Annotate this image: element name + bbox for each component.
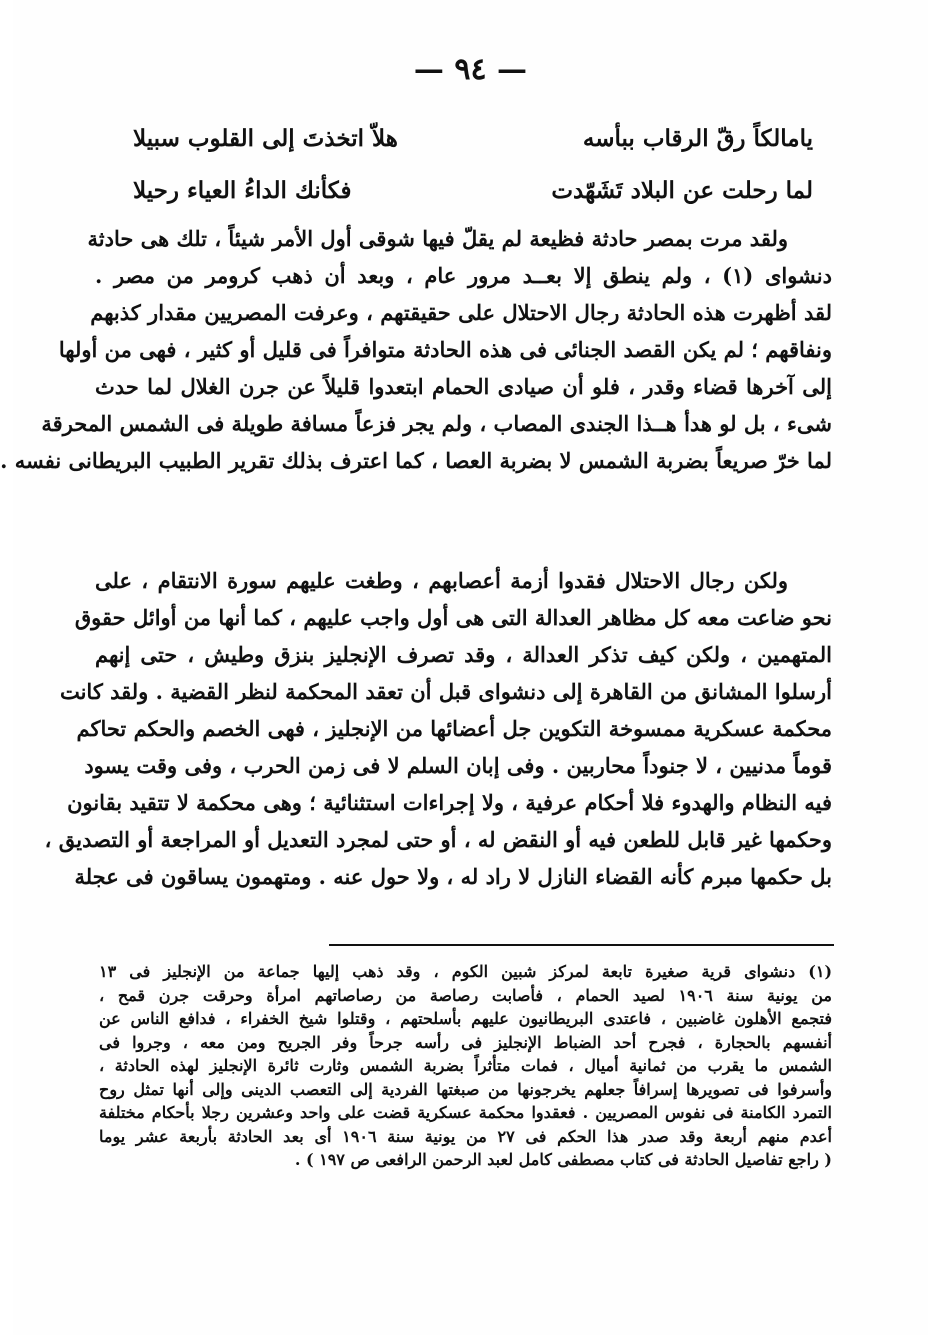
footnote-text: دنشواى قرية صغيرة تابعة لمركز شبين الكوم ، وقد ذهب إليها جماعة من الإنجليز فى ١٣ (99, 962, 796, 981)
footnote-line: الشمس ما يقرب من ثمانية أميال ، فمات متأثراً بضربة الشمس وثارت ثائرة الإنجليز لهذه الحادثة ، (99, 1056, 832, 1075)
text-line: لقد أظهرت هذه الحادثة رجال الاحتلال على حقيقتهم ، وعرفت المصريين مقدار كذبهم (90, 300, 832, 325)
text-line: وحكمها غير قابل للطعن فيه أو النقض له ، أو حتى لمجرد التعديل أو المراجعة أو التصديق ، (44, 827, 832, 852)
text-line: ونفاقهم ؛ لم يكن القصد الجنائى فى هذه الحادثة متوافراً فى قليل أو كثير ، فهى من أولها (58, 337, 832, 362)
footnote-line: من يونية سنة ١٩٠٦ لصيد الحمام ، فأصابت رصاصة من رصاصاتهم امرأة وحرقت جرن قمح ، (99, 985, 833, 1005)
paragraph-dinshaway-incident (0, 220, 832, 479)
footnote (99, 960, 832, 1172)
text-line: ولقد مرت بمصر حادثة فظيعة لم يقلّ فيها شوقى أول الأمر شيئاً ، تلك هى حادثة (87, 226, 788, 251)
footnote-line-first (99, 960, 832, 984)
verse-first-hemistich: يامالكاً رقّ الرقاب ببأسه (582, 124, 813, 152)
footnote-separator (329, 944, 834, 946)
footnote-line: أنفسهم بالحجارة ، فجرح أحد الضباط الإنجليز فى رأسه جرحاً وفر الجريح ومن معه ، وجروا فى (99, 1032, 832, 1052)
text-line: المتهمين ، ولكن كيف تذكر العدالة ، وقد تصرف الإنجليز بنزق وطيش ، حتى إنهم (95, 642, 832, 667)
poem-verses (133, 112, 813, 216)
verse-second-hemistich: هلاّ اتخذتَ إلى القلوب سبيلا (133, 124, 398, 152)
footnote-line: التمرد الكامنة فى نفوس المصريين . فعقدوا محكمة عسكرية قضت على واحد وعشرين رجلا بأحكام مختلفة (99, 1103, 832, 1122)
footnote-marker: (١) (808, 962, 833, 981)
text-line: لما خرّ صريعاً بضربة الشمس لا بضربة العصا ، كما اعترف بذلك تقرير الطبيب البريطانى نفسه . (0, 448, 832, 473)
text-line: نحو ضاعت معه كل مظاهر العدالة التى هى أول واجب عليهم ، كما أنها من أوائل حقوق (74, 605, 832, 630)
text-line: قوماً مدنيين ، لا جنوداً محاربين . وفى إبان السلم لا فى زمن الحرب ، وفى وقت يسود (84, 753, 832, 778)
text-line: ولكن رجال الاحتلال فقدوا أزمة أعصابهم ، وطغت عليهم سورة الانتقام ، على (95, 568, 788, 593)
footnote-line: وأسرفوا فى تصويرها إسرافاً جعلهم يخرجونها من صبغتها الفردية إلى التعصب الدينى وإلى أنها تمثل روح (99, 1079, 832, 1099)
text-line: إلى آخرها قضاء وقدر ، فلو أن صيادى الحمام ابتعدوا قليلاً عن جرن الغلال لما حدث (95, 374, 832, 399)
footnote-line-last: ( راجع تفاصيل الحادثة فى كتاب مصطفى كامل لعبد الرحمن الرافعى ص ١٩٧ ) . (294, 1150, 832, 1169)
verse-second-hemistich: فكأنك الداءُ العياء رحيلا (133, 176, 352, 204)
footnote-line: أعدم منهم أربعة وقد صدر هذا الحكم فى ٢٧ من يونية سنة ١٩٠٦ أى بعد الحادثة بأربعة عشر يوما (99, 1126, 833, 1146)
text-line: فيه النظام والهدوء فلا أحكام عرفية ، ولا إجراءات استثنائية ؛ وهى محكمة لا تتقيد بقانون (67, 790, 832, 815)
footnote-line: فتجمع الأهلون غاضبين ، فاعتدى البريطانيون عليهم بأسلحتهم ، وقتلوا شيخ الخفراء ، فدافع الناس عن (99, 1009, 832, 1028)
text-line: أرسلوا المشانق من القاهرة إلى دنشواى قبل أن تعقد المحكمة لنظر القضية . ولقد كانت (59, 679, 832, 704)
verse-line (133, 164, 813, 216)
paragraph-occupation-court (44, 562, 832, 895)
text-line: شىء ، بل لو هدأ هــذا الجندى المصاب ، ولم يجر فزعاً مسافة طويلة فى الشمس المحرقة (41, 411, 832, 436)
page-number: — ٩٤ — (413, 52, 528, 87)
text-line: دنشواى (١) ، ولم ينطق إلا بعــد مرور عام ، وبعد أن ذهب كرومر من مصر . (95, 263, 832, 288)
text-line: بل حكمها مبرم كأنه القضاء النازل لا راد له ، ولا حول عنه . ومتهمون يساقون فى عجلة (74, 864, 832, 889)
text-line: محكمة عسكرية ممسوخة التكوين جل أعضائها من الإنجليز ، فهى الخصم والحكم تحاكم (76, 716, 832, 741)
verse-line (133, 112, 813, 164)
verse-first-hemistich: لما رحلت عن البلاد تَشَهّدت (551, 176, 813, 204)
